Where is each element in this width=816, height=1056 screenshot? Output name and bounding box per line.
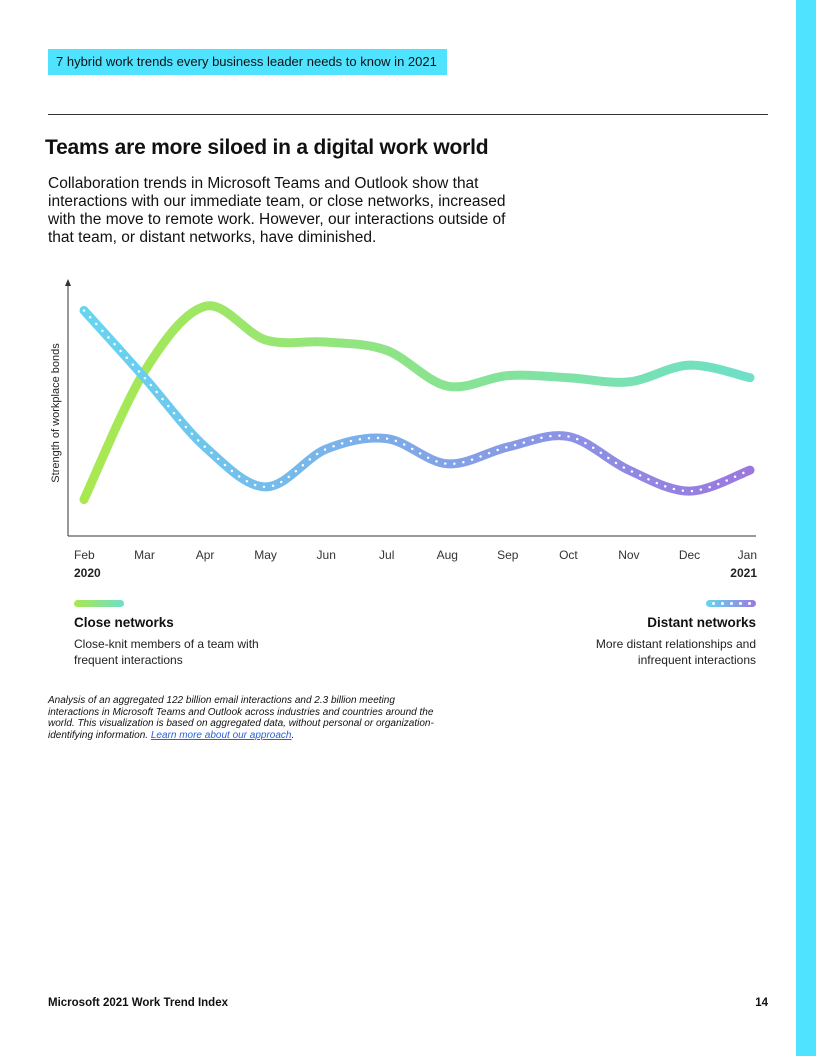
legend-close-desc: Close-knit members of a team with frequent interactions (74, 637, 259, 667)
year-label-end: 2021 (730, 566, 757, 580)
close-networks-swatch (74, 600, 124, 607)
x-tick-aug: Aug (436, 548, 458, 562)
series-layer (84, 306, 751, 500)
methodology-end: . (291, 729, 295, 741)
x-tick-sep: Sep (497, 548, 519, 562)
page-number: 14 (755, 997, 768, 1009)
y-axis-arrow (65, 279, 71, 286)
learn-more-link[interactable]: Learn more about our approach (150, 729, 292, 741)
y-axis-label: Strength of workplace bonds (50, 343, 62, 483)
legend-close-title: Close networks (74, 615, 174, 630)
x-tick-oct: Oct (559, 548, 578, 562)
page-title: Teams are more siloed in a digital work world (45, 136, 489, 159)
header-divider (48, 114, 768, 115)
line-chart (0, 260, 790, 590)
report-tag: 7 hybrid work trends every business leader needs to know in 2021 (48, 49, 447, 75)
distant-networks-dot-pattern (84, 311, 750, 492)
x-tick-mar: Mar (134, 548, 155, 562)
x-tick-feb: Feb (74, 548, 95, 562)
x-tick-labels (74, 548, 757, 562)
methodology-note (48, 695, 438, 741)
x-tick-apr: Apr (195, 548, 215, 562)
distant-networks-swatch (706, 600, 756, 607)
x-tick-jan: Jan (737, 548, 757, 562)
accent-side-bar (796, 0, 816, 1056)
distant-networks-line (84, 311, 750, 492)
legend-distant-title: Distant networks (647, 615, 756, 630)
x-tick-nov: Nov (618, 548, 640, 562)
year-label-start: 2020 (74, 566, 101, 580)
close-networks-line (84, 306, 750, 500)
x-tick-may: May (254, 548, 277, 562)
x-tick-dec: Dec (678, 548, 701, 562)
methodology-text: Analysis of an aggregated 122 billion email interactions and 2.3 billion meeting interactions in Microsoft Teams and Outlook across industries and countries around the world. This visualization is based on aggregated data, without personal or organization-identifying information. (48, 695, 434, 741)
legend-distant-desc: More distant relationships and infrequent interactions (595, 637, 756, 667)
footer-report-name: Microsoft 2021 Work Trend Index (48, 997, 229, 1009)
x-tick-jul: Jul (379, 548, 395, 562)
x-tick-jun: Jun (316, 548, 336, 562)
intro-paragraph: Collaboration trends in Microsoft Teams and Outlook show that interactions with our immediate team, or close networks, increased with the move to remote work. However, our interactions outside of that team, or distant networks, have diminished. (48, 175, 506, 246)
